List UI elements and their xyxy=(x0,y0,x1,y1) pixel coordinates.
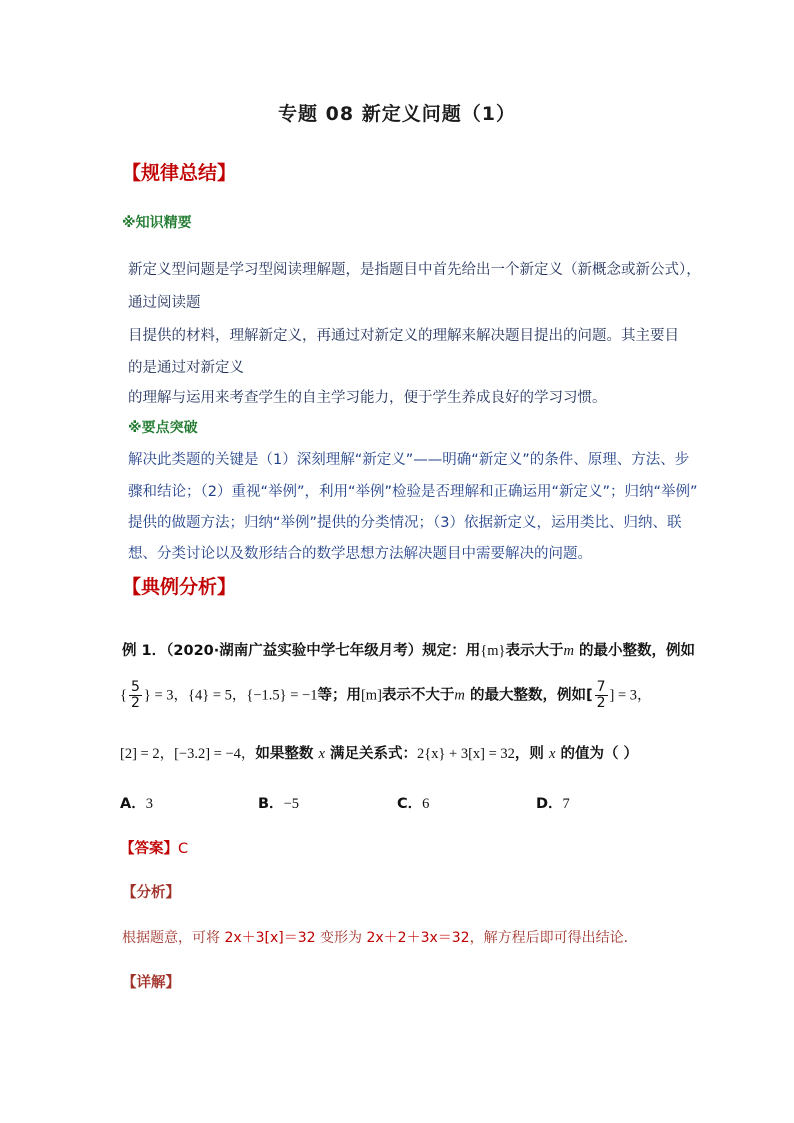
condition-equation: 2{x} + 3[x] = 32 xyxy=(416,746,515,762)
fraction-five-halves: $\frac{5}{2}$ xyxy=(130,679,140,711)
option-c: C．6 xyxy=(397,796,430,812)
knowledge-line-5: 的理解与运用来考查学生的自主学习能力，便于学生养成良好的学习习惯。 xyxy=(128,390,607,406)
knowledge-label: ※知识精要 xyxy=(122,215,192,231)
example-1-line-3: [2] = 2，[−3.2] = −4，如果整数 x 满足关系式：2{x} + 3[x] = 32，则 x 的值为（ ） xyxy=(120,746,639,762)
example-1-line-2: { $\frac{5}{2}$ } = 3，{4} = 5，{−1.5} = −1等；用[m]表示不大于m 的最大整数，例如[ $\frac{7}{2}$ ] = 3， xyxy=(120,679,652,711)
analysis-text: 根据题意，可将 2x＋3[x]＝32 变形为 2x＋2＋3x＝32，解方程后即可得出结论． xyxy=(122,930,638,946)
answer-value: C xyxy=(178,841,189,857)
example-1-line-1 xyxy=(122,639,695,660)
detail-label: 【详解】 xyxy=(122,975,180,991)
example-1-text: 表示大于 xyxy=(505,643,564,659)
knowledge-line-1: 新定义型问题是学习型阅读理解题，是指题目中首先给出一个新定义（新概念或新公式）， xyxy=(128,262,701,278)
option-d: D．7 xyxy=(536,796,570,812)
var-m: m xyxy=(563,643,574,659)
fraction-seven-halves: $\frac{7}{2}$ xyxy=(596,679,606,711)
example-1-text: 的最小整数，例如 xyxy=(573,643,696,659)
answer: 【答案】C xyxy=(120,841,189,857)
example-1-source: 例 1．（2020·湖南广益实验中学七年级月考）规定：用 xyxy=(122,643,481,659)
section-heading-examples: 【典例分析】 xyxy=(122,576,237,598)
breakthrough-line-2: 骤和结论；（2）重视“举例”，利用“举例”检验是否理解和正确运用“新定义”；归纳“举例” xyxy=(128,484,698,500)
page-title: 专题 08 新定义问题（1） xyxy=(278,103,516,125)
section-heading-summary: 【规律总结】 xyxy=(122,162,237,184)
option-a: A．3 xyxy=(120,796,153,812)
breakthrough-line-3: 提供的做题方法；归纳“举例”提供的分类情况；（3）依据新定义，运用类比、归纳、联 xyxy=(128,515,682,531)
breakthrough-line-4: 想、分类讨论以及数形结合的数学思想方法解决题目中需要解决的问题。 xyxy=(128,546,592,562)
breakthrough-label: ※要点突破 xyxy=(128,420,198,436)
knowledge-line-4: 的是通过对新定义 xyxy=(128,360,244,376)
ceil-symbol: {m} xyxy=(480,643,506,659)
knowledge-line-3: 目提供的材料，理解新定义，再通过对新定义的理解来解决题目提出的问题。其主要目 xyxy=(128,328,679,344)
option-b: B．−5 xyxy=(258,796,299,812)
analysis-label: 【分析】 xyxy=(122,885,180,901)
breakthrough-line-1: 解决此类题的关键是（1）深刻理解“新定义”——明确“新定义”的条件、原理、方法、步 xyxy=(128,452,690,468)
knowledge-line-2: 通过阅读题 xyxy=(128,295,201,311)
